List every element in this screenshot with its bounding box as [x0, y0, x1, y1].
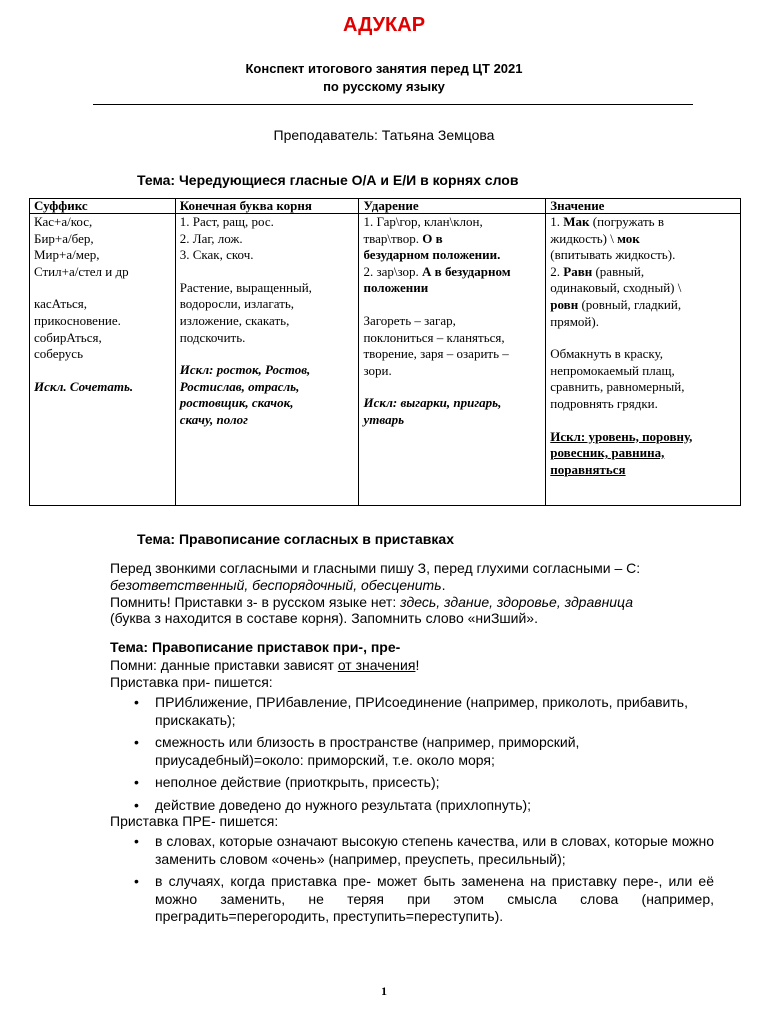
cell-line: 2. Равн (равный,	[550, 263, 645, 279]
document-subtitle: по русскому языку	[323, 79, 445, 94]
bullet-icon: •	[134, 873, 139, 889]
bullet-icon: •	[134, 796, 139, 813]
cell-line: творение, заря – озарить –	[363, 346, 509, 362]
paragraph-line: Помни: данные приставки зависят от значения!	[110, 657, 420, 673]
list-item: • в случаях, когда приставка пре- может быть заменена на приставку пере-, или её можно заменить, не теряя при этом смысла слова (например, преградить=перегородить, преступить=переступить).	[134, 873, 714, 924]
cell-line: собирАться,	[34, 329, 102, 345]
cell-line: касАться,	[34, 296, 88, 312]
cell-line: 2. зар\зор. А в безударном	[363, 263, 511, 279]
cell-exception: утварь	[363, 411, 405, 427]
pri-list	[110, 694, 714, 819]
table-cell-meaning	[546, 214, 741, 506]
cell-line: ровн (ровный, гладкий,	[550, 296, 682, 312]
paragraph-line: (буква з находится в составе корня). Запомнить слово «ниЗший».	[110, 610, 538, 627]
cell-exception: Ростислав, отрасль,	[179, 378, 300, 394]
cell-line: подровнять грядки.	[550, 395, 658, 411]
list-item: • в словах, которые означают высокую степень качества, или в словах, которые можно заменить словом «очень» (например, преуспеть, пресильный);	[134, 833, 714, 867]
paragraph-line: Перед звонкими согласными и гласными пишу З, перед глухими согласными – С:	[110, 560, 641, 576]
cell-line: непромокаемый плащ,	[550, 362, 675, 378]
cell-line: 1. Раст, ращ, рос.	[179, 214, 274, 229]
cell-line: Стил+а/стел и др	[34, 263, 129, 279]
bullet-icon: •	[134, 694, 139, 710]
pri-pre-intro	[110, 657, 705, 691]
list-item: • ПРИближение, ПРИбавление, ПРИсоединение (например, приколоть, прибавить, прискакать);	[134, 694, 688, 728]
cell-line: 1. Гар\гор, клан\клон,	[363, 214, 483, 229]
bullet-icon: •	[134, 734, 139, 750]
cell-line: безударном положении.	[363, 247, 501, 263]
cell-exception: Искл: выгарки, пригарь,	[363, 395, 502, 411]
cell-exception: ростовщик, скачок,	[179, 395, 294, 411]
cell-line: изложение, скакать,	[179, 312, 290, 328]
page-number: 1	[381, 984, 387, 998]
bullet-icon: •	[134, 833, 139, 849]
topic-heading-2: Тема: Правописание согласных в приставках	[137, 531, 454, 547]
pre-title: Приставка ПРЕ- пишется:	[110, 813, 279, 829]
cell-line: твар\твор. О в	[363, 230, 443, 246]
cell-line: поклониться – кланяться,	[363, 329, 505, 345]
cell-line: Мир+а/мер,	[34, 247, 100, 263]
cell-line: прямой).	[550, 313, 599, 329]
topic-heading-3: Тема: Правописание приставок при-, пре-	[110, 639, 401, 655]
paragraph-line: Помнить! Приставки з- в русском языке нет: здесь, здание, здоровье, здравница	[110, 593, 634, 610]
cell-exception: скачу, полог	[179, 411, 248, 427]
table-cell-suffix	[30, 214, 176, 506]
cell-line: прикосновение.	[34, 312, 121, 328]
cell-line: водоросли, излагать,	[179, 296, 295, 312]
cell-line: Бир+а/бер,	[34, 230, 94, 246]
cell-line: сравнить, равномерный,	[550, 379, 685, 395]
list-item: • действие доведено до нужного результата (прихлопнуть);	[134, 796, 532, 813]
table-header-cell: Ударение	[359, 199, 546, 214]
table-cell-root-ending	[175, 214, 359, 506]
paragraph-line: безответственный, беспорядочный, обесценить.	[110, 576, 446, 593]
cell-exception: поравняться	[550, 461, 626, 477]
pri-title: Приставка при- пишется:	[110, 673, 273, 690]
title-divider	[93, 104, 693, 105]
pre-list	[110, 833, 714, 931]
topic-heading-1: Тема: Чередующиеся гласные О/А и Е/И в корнях слов	[137, 172, 519, 188]
cell-line: (впитывать жидкость).	[550, 247, 676, 263]
table-header-cell: Суффикс	[30, 199, 176, 214]
table-row	[30, 214, 741, 506]
cell-line: положении	[363, 280, 429, 296]
cell-line: жидкость) \ мок	[550, 230, 640, 246]
list-item: • неполное действие (приоткрыть, присесть);	[134, 774, 440, 790]
table-cell-stress	[359, 214, 546, 506]
consonant-prefix-rule	[110, 560, 705, 627]
table-header-row	[30, 199, 741, 214]
table-header-cell: Конечная буква корня	[175, 199, 359, 214]
cell-exception: Искл: уровень, поровну,	[550, 428, 693, 444]
document-title: Конспект итогового занятия перед ЦТ 2021	[245, 61, 523, 76]
cell-line: 2. Лаг, лож.	[179, 230, 243, 246]
cell-line: 1. Мак (погружать в	[550, 214, 664, 229]
table-header-cell: Значение	[546, 199, 741, 214]
cell-line: подскочить.	[179, 329, 246, 345]
cell-exception: ровесник, равнина,	[550, 445, 665, 461]
list-item: • смежность или близость в пространстве (например, приморский, приусадебный)=около: приморский, т.е. около моря;	[134, 734, 580, 768]
cell-exception: Искл: росток, Ростов,	[179, 362, 311, 378]
bullet-icon: •	[134, 774, 139, 790]
cell-line: Загореть – загар,	[363, 312, 456, 328]
cell-line: соберусь	[34, 346, 84, 362]
brand-title: АДУКАР	[342, 14, 426, 36]
cell-exception: Искл. Сочетать.	[34, 378, 134, 394]
cell-line: 3. Скак, скоч.	[179, 247, 254, 263]
teacher-line: Преподаватель: Татьяна Земцова	[273, 127, 495, 143]
rules-table	[29, 198, 741, 506]
cell-line: одинаковый, сходный) \	[550, 280, 682, 296]
cell-line: Кас+а/кос,	[34, 214, 93, 229]
cell-line: Обмакнуть в краску,	[550, 346, 664, 362]
cell-line: зори.	[363, 362, 392, 378]
cell-line: Растение, выращенный,	[179, 279, 312, 295]
